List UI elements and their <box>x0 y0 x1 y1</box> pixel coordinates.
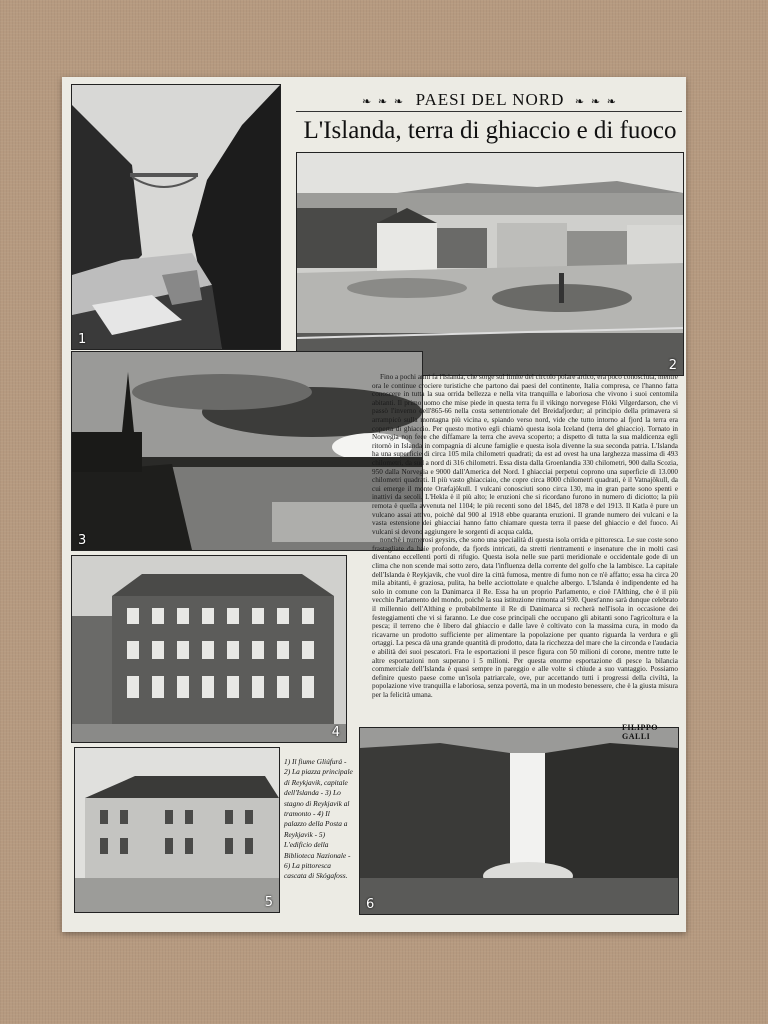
article-paragraph: Fino a pochi anni fa l'Islanda, che sorge sul limite del circolo polare artico, era poco conosciuta, mentre ora le continue crociere turistiche che partono dai paesi del continente, Italia compresa, ce l'hanno fatta conoscere in tutta la sua orrida bellezza e nella vita tranquilla e laboriosa che vivono i suoi centomila abitanti. Il primo uomo che mise piede in questa terra fu il vikingo norvegese Flóki Vilgerdarson, che vi passò l'inverno dell'865-66 nella costa settentrionale del Breidafjordur; al principio della primavera si arrampicò sulla montagna più vicina e, spiando verso nord, vide che tutto intorno al fjord la terra era coperta di ghiaccio. Per questo motivo egli chiamò questa isola Iceland (terra del ghiaccio). Tornato in Norvegia non fece che diffamare la terra che aveva scoperto; a dispetto di tutta la sua maldicenza egli ritornò in Islanda in compagnia di alcune famiglie e questa isola divenne la sua seconda patria. L'Islanda ha una superficie di circa 105 mila chilometri quadrati; da est ad ovest ha una larghezza massima di 493 chilometri, da sud a nord di 316 chilometri. Essa dista dalla Groenlandia 330 chilometri, 900 dalla Scozia, 950 dalla Norvegia e 9000 dall'America del Nord. I ghiacciai perpetui coprono una superficie di 13.000 chilometri quadrati. Il più vasto ghiacciaio, che copre circa 8000 chilometri quadrati, è il Vatnajökull, da cui emerge il monte Oræfajökull. I vulcani conosciuti sono circa 130, ma in gran parte sono spenti e inattivi da secoli. L'Hekla è il più alto; le eruzioni che si ricordano furono in numero di diciotto; la più remota è quella avvenuta nel 1104; le più recenti sono del 1845, del 1878 e del 1913. Il Katla è pure un vulcano assai attivo, poichè dal 900 al 1918 ebbe quaranta eruzioni. Il grande numero dei vulcani e la vasta estensione dei ghiacciai hanno fatto chiamare questa terra il paese del ghiaccio e del fuoco. Ai vulcani si devono aggiungere le sorgenti di acqua calda, <box>372 373 678 536</box>
photo-number: 5 <box>264 895 273 910</box>
article-byline: FILIPPO GALLI <box>622 723 658 741</box>
section-label: PAESI DEL NORD <box>415 90 565 109</box>
ornament-icon: ❧ ❧ ❧ <box>574 96 619 108</box>
article-paragraph: nonchè i numerosi geysirs, che sono una specialità di questa isola orrida e pittoresca. Le sue coste sono frastagliate da baie profonde, da fjords intricati, da stretti rientramenti e insenature che in molti casi diventano eccellenti porti di rifugio. Questa isola nelle sue parti meridionale e occidentale gode di un clima che non scende mai sotto zero, data l'influenza della corrente del golfo che la lambisce. La capitale dell'Islanda è Reykjavik, che vuol dire la città fumosa, mentre di fumo non ce n'è affatto; essa ha circa 20 mila abitanti, è graziosa, pulita, ha belle acciottolate e qualche albergo. L'Islanda è indipendente ed ha solo in comune con la Danimarca il Re. Essa ha un proprio Parlamento, e cioè l'Althing, che è il più vecchio Parlamento del mondo, poichè la sua istituzione rimonta al 930. Quest'anno sarà dunque celebrato il millennio dell'Althing e probabilmente il Re di Danimarca si recherà nell'isola in occasione dei festeggiamenti che vi si faranno. Le due cose principali che occupano gli abitanti sono l'agricoltura e la pesca; il terreno che è libero dal ghiaccio e dalle lave è coltivato con la massima cura, in modo da ricavarne un prodotto sufficiente per alimentare la popolazione per quanto riguarda la verdura e gli ortaggi. La pesca dà una grande quantità di prodotto, data la ricchezza del mare che la circonda e l'audacia e abilità dei suoi pescatori. Fra le esportazioni il pesce figura con 50 milioni di corone, mentre tutte le altre esportazioni non superano i 5 milioni. Per questa enorme esportazione di pesce la bilancia commerciale dell'Islanda è quasi sempre in pareggio e alle volte si chiude a suo vantaggio. Possiamo definire questo paese come un'isola patriarcale, ove, pur accettando tutti i progressi della civiltà, la popolazione vive tranquilla e laboriosa, senza povertà, ma in un modesto benessere, che è la giusta misura per la felicità umana. <box>372 536 678 699</box>
photo-number: 1 <box>78 332 87 347</box>
section-heading <box>300 90 680 110</box>
article-title: L'Islanda, terra di ghiaccio e di fuoco <box>303 117 677 144</box>
photo-captions: 1) Il fiume Gliúfurá - 2) La piazza principale di Reykjavik, capitale dell'Islanda - 3) Lo stagno di Reykjavik al tramonto - 4) Il palazzo della Posta a Reykjavik - 5) L'edificio della Biblioteca Nazionale - 6) La pittoresca cascata di Skógafoss. <box>284 757 353 881</box>
photo-number: 4 <box>331 725 340 740</box>
photo-lagoon-sunset <box>71 351 423 551</box>
photo-waterfall <box>359 727 679 915</box>
article-body <box>372 373 678 723</box>
heading-rule <box>296 111 682 112</box>
ornament-icon: ❧ ❧ ❧ <box>361 96 406 108</box>
photo-post-office <box>71 555 347 743</box>
photo-reykjavik-square <box>296 152 684 376</box>
photo-number: 3 <box>78 533 87 548</box>
photo-library <box>74 747 280 913</box>
photo-number: 6 <box>366 897 375 912</box>
photo-number: 2 <box>668 358 677 373</box>
magazine-page <box>62 77 686 932</box>
photo-river-gorge <box>71 84 281 350</box>
